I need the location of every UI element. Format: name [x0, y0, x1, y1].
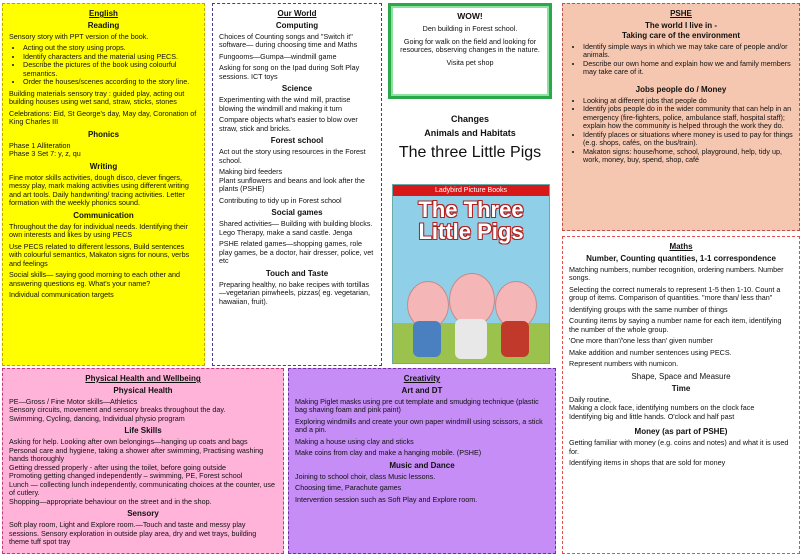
life-skills-heading: Life Skills — [124, 426, 162, 436]
phonics-text: Phase 3 Set 7: y, z, qu — [9, 149, 81, 159]
touch-heading: Touch and Taste — [265, 268, 329, 278]
art-heading: Art and DT — [401, 386, 443, 395]
number-item: Identifying groups with the same number of things — [569, 304, 728, 314]
sensory-text: Soft play room, Light and Explore room.—Touch and taste and messy play sessions. Sensory exploration in outside play area, dry and wet trays, building theme tuff spot tray — [9, 520, 257, 547]
reading-list — [9, 44, 198, 86]
forest-heading: Forest school — [270, 136, 324, 146]
list-item: • Describe the pictures of the book using colourful semantics. — [23, 61, 198, 78]
music-item: Choosing time, Parachute games — [295, 483, 402, 493]
social-text: Shared activities— Building with building blocks. Lego Therapy, make a sand castle. Jenga — [219, 219, 373, 237]
forest-text: Plant sunflowers and beans and look after the plants (PSHE) — [219, 175, 365, 194]
book-banner: Ladybird Picture Books — [393, 185, 549, 196]
reading-heading: Reading — [87, 21, 120, 30]
reading-intro: Sensory story with PPT version of the book. — [9, 32, 149, 41]
forest-text: Contributing to tidy up in Forest school — [219, 195, 342, 205]
pshe-subtitle: The world I live in - — [644, 21, 717, 30]
creativity-title: Creativity — [403, 374, 441, 383]
computing-text: Asking for song on the Ipad during Soft Play sessions. ICT toys — [219, 63, 360, 81]
communication-text: Use PECS related to different lessons, Build sentences with colourful semantics, Makaton signs for nouns, verbs and feelings — [9, 241, 190, 268]
list-item: • Makaton signs: house/home, school, playground, help, tidy up, work, money, buy, spend, shop, café — [583, 148, 793, 165]
life-item: Lunch — collecting lunch independently, communicating choices at the counter, use of cutlery. — [9, 479, 275, 498]
physical-title: Physical Health and Wellbeing — [85, 374, 201, 383]
number-item: Counting items by saying a number name for each item, identifying the number of the whole group. — [569, 316, 782, 334]
pshe-panel — [562, 3, 800, 231]
wow-title: WOW! — [457, 11, 483, 21]
time-heading: Time — [671, 383, 691, 393]
maths-title: Maths — [669, 242, 693, 251]
our-world-panel — [212, 3, 382, 366]
art-item: Make coins from clay and make a hanging mobile. (PSHE) — [295, 448, 482, 458]
english-title: English — [89, 9, 118, 18]
book-cover-title: The Three Little Pigs — [418, 197, 524, 244]
pshe-list — [569, 43, 793, 77]
list-item: • Looking at different jobs that people do — [583, 97, 793, 105]
physical-item: PE—Gross / Fine Motor skills—Athletics — [9, 397, 138, 406]
music-item: Intervention session such as Soft Play and Explore room. — [295, 494, 478, 504]
forest-text: Act out the story using resources in the Forest school. — [219, 147, 366, 165]
pshe-title: PSHE — [670, 9, 692, 18]
wow-text: Going for walk on the field and looking for resources, observing changes in the nature. — [400, 36, 540, 55]
social-heading: Social games — [271, 208, 323, 218]
music-heading: Music and Dance — [389, 460, 455, 470]
communication-heading: Communication — [73, 210, 134, 220]
music-item: Joining to school choir, class Music lessons. — [295, 471, 436, 481]
list-item: • Order the houses/scenes according to the story line. — [23, 78, 198, 86]
pig-body — [455, 319, 487, 359]
computing-heading: Computing — [275, 21, 319, 30]
jobs-list — [569, 97, 793, 165]
social-text: PSHE related games—shopping games, role play games, be a doctor, hair dresser, police, vet etc — [219, 239, 374, 266]
phonics-text: Phase 1 Alliteration — [9, 140, 71, 150]
pig-body — [501, 321, 529, 357]
science-text: Experimenting with the wind mill, practise blowing the windmill and making it turn — [219, 95, 351, 113]
communication-text: Individual communication targets — [9, 290, 114, 300]
list-item: • Describe our own home and explain how we and family members may take care of it. — [583, 60, 793, 77]
wow-text: Den building in Forest school. — [422, 24, 518, 33]
creativity-panel — [288, 368, 556, 554]
number-item: Represent numbers with numicon. — [569, 359, 679, 369]
list-item: • Identify jobs people do in the wider community that can help in an emergency (fire-fighters, police, ambulance staff, hospital staff); explain how the community is helped through the work they do. — [583, 105, 793, 130]
science-heading: Science — [281, 84, 313, 94]
reading-text: Building materials sensory tray : guided play, acting out building houses using wet sand, straw, sticks, stones — [9, 88, 185, 107]
list-item: • Acting out the story using props. — [23, 44, 198, 52]
art-item: Making Piglet masks using pre cut template and smudging technique (plastic bag shaving foam and pink paint) — [295, 397, 539, 415]
money-item: Identifying items in shops that are sold for money — [569, 458, 726, 468]
phonics-heading: Phonics — [87, 129, 120, 139]
computing-text: Fungooms—Gumpa—windmill game — [219, 51, 337, 61]
life-item: Asking for help. Looking after own belongings—hanging up coats and bags — [9, 437, 248, 447]
art-item: Making a house using clay and sticks — [295, 436, 414, 446]
physical-health-heading: Physical Health — [113, 386, 173, 395]
art-item: Exploring windmills and create your own paper windmill using scissors, a stick and a pin. — [295, 416, 543, 435]
number-item: 'One more than'/'one less than' given number — [569, 336, 713, 346]
science-text: Compare objects what's easier to blow over straw, stick and bricks. — [219, 115, 358, 133]
life-item: Promoting getting changed independently – swimming, PE, Forest school — [9, 471, 243, 481]
jobs-heading: Jobs people do / Money — [635, 84, 727, 94]
life-item: Shopping—appropriate behaviour on the street and in the shop. — [9, 496, 212, 506]
topic-changes: Changes — [450, 114, 489, 124]
reading-text: Celebrations: Eid, St George's day, May day, Coronation of King Charles III — [9, 108, 197, 127]
topic-animals: Animals and Habitats — [424, 128, 516, 138]
communication-text: Social skills— saying good morning to each other and answering questions eg. What's your name? — [9, 270, 180, 288]
wow-text: Visita pet shop — [446, 57, 494, 67]
communication-text: Throughout the day for individual needs. Identifying their own interests and likes by using PECS — [9, 221, 189, 240]
physical-item: Sensory circuits, movement and sensory breaks throughout the day. — [9, 405, 226, 415]
story-title: The three Little Pigs — [398, 144, 542, 161]
money-heading: Money (as part of PSHE) — [634, 427, 728, 437]
topic-centre — [388, 106, 552, 366]
number-item: Selecting the correct numerals to represent 1-5 then 1-10. Count a group of items. Comparison of quantities. "more than/ less than" — [569, 284, 781, 303]
life-item: Getting dressed properly - after using the toilet, before going outside — [9, 462, 226, 472]
physical-item: Swimming, Cycling, dancing, Individual physio program — [9, 413, 185, 423]
shape-heading: Shape, Space and Measure — [631, 371, 731, 381]
writing-text: Fine motor skills activities, dough disco, clever fingers, messy play, mark making activities using different writing and art tools. Daily handwriting/ tracing activities. Letter formation with the weekly phonics sound. — [9, 172, 189, 208]
money-item: Getting familiar with money (e.g. coins and notes) and what it is used for. — [569, 438, 789, 456]
number-item: Matching numbers, number recognition, ordering numbers. Number songs. — [569, 265, 784, 283]
time-item: Identifying big and little hands. O'clock and half past — [569, 411, 735, 421]
maths-panel — [562, 236, 800, 554]
physical-health-panel — [2, 368, 284, 554]
wow-panel — [388, 3, 552, 99]
time-item: Daily routine, — [569, 394, 611, 404]
time-item: Making a clock face, identifying numbers on the clock face — [569, 403, 755, 413]
writing-heading: Writing — [89, 161, 118, 171]
sensory-heading: Sensory — [127, 509, 159, 519]
pig-body — [413, 321, 441, 357]
life-item: Personal care and hygiene, taking a shower after swimming, Practising washing hands thoroughly — [9, 445, 264, 464]
world-title: Our World — [277, 9, 317, 18]
number-heading: Number, Counting quantities, 1-1 correspondence — [586, 254, 776, 263]
computing-text: Choices of Counting songs and "Switch it" software— during choosing time and Maths — [219, 32, 358, 50]
pshe-subtitle: Taking care of the environment — [621, 31, 741, 40]
list-item: • Identify places or situations where money is used to pay for things (e.g. shops, cafés, on the bus/train). — [583, 131, 793, 148]
touch-text: Preparing healthy, no bake recipes with tortillas—vegetarian pinwheels, pizzas( eg. vegetarian, hawaiian, fruit). — [219, 279, 371, 306]
forest-text: Making bird feeders — [219, 167, 283, 177]
book-cover-image — [392, 184, 550, 364]
list-item: • Identify simple ways in which we may take care of people and/or animals. — [583, 43, 793, 60]
list-item: • Identify characters and the material using PECS. — [23, 53, 198, 61]
number-item: Make addition and number sentences using PECS. — [569, 347, 732, 357]
english-panel — [2, 3, 205, 366]
